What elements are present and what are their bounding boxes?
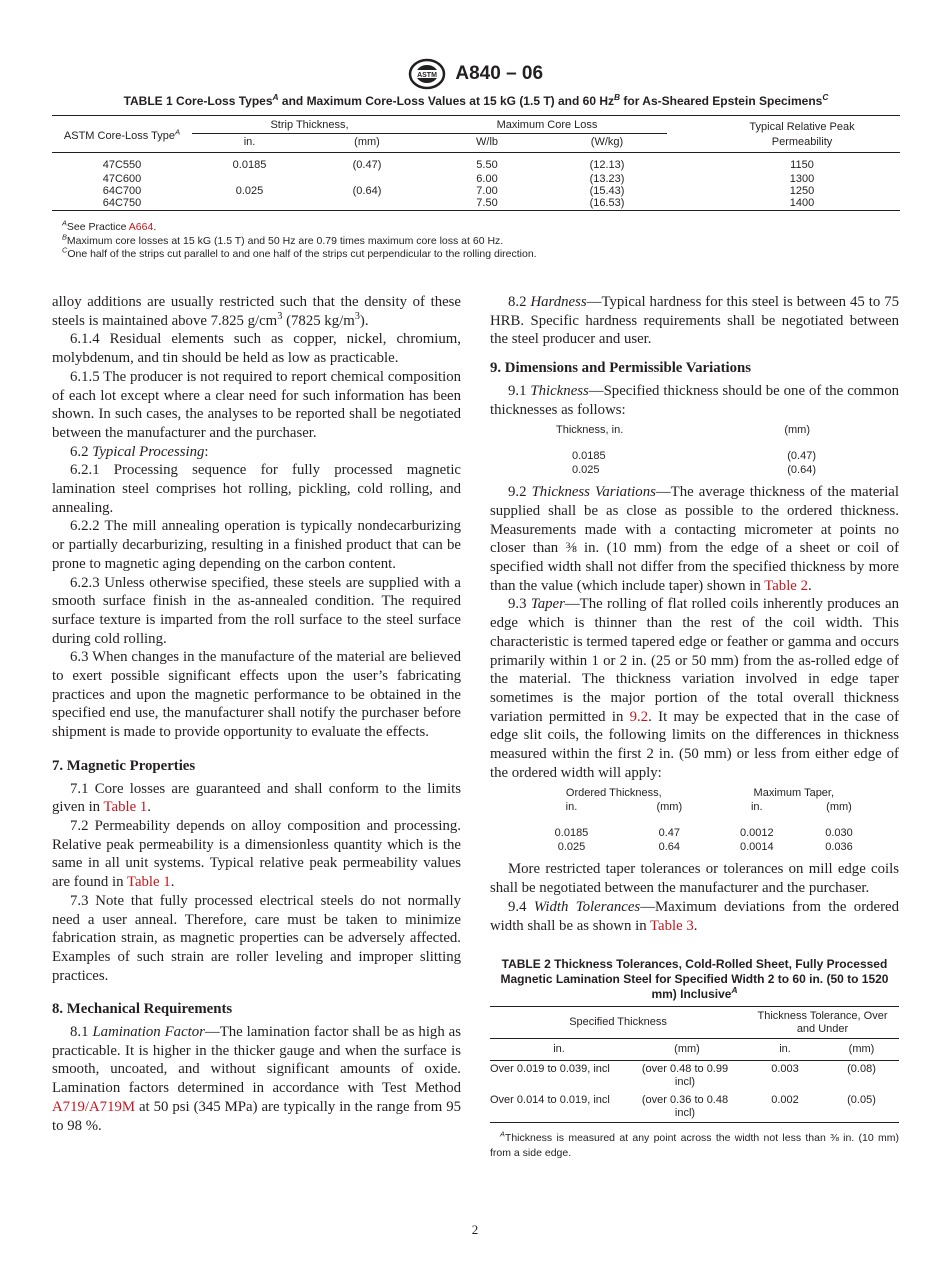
table1-footnote-b: $^B$Maximum core losses at 15 kG (1.5 T) and 50 Hz are 0.79 times maximum core loss at 60 Hz. [62, 232, 504, 247]
table2-title: TABLE 2 Thickness Tolerances, Cold-Rolled Sheet, Fully Processed Magnetic Lamination Steel for Specified Width 2 to 60 in. (50 to 1520 mm) Inclusive$^A$ [500, 957, 889, 1002]
paragraph-6-2-1: 6.2.1 Processing sequence for fully processed magnetic lamination steel comprises hot rolling, pickling, cold rolling, and annealing. [52, 462, 461, 516]
table2-thickness-tolerances: Specified Thickness Thickness Tolerance, Over and Under in. (mm) in. (mm) Over 0.019 to 0.039, incl (over 0.48 to 0.99 incl) 0.003 (0.08) Over 0.014 to 0.019, incl (over 0.36 to 0.48 incl) 0.002 (0.05) [490, 1006, 899, 1123]
table-row: 64C750 7.50 (16.53) 1400 [52, 197, 900, 211]
table-row: 0.0185 0.47 0.0012 0.030 [554, 827, 853, 840]
page-number: 2 [471, 1222, 479, 1237]
link-a719[interactable]: A719/A719M [52, 1098, 136, 1115]
paragraph-9-4: 9.4 Width Tolerances—Maximum deviations from the ordered width shall be as shown in Table 3. [490, 898, 899, 934]
link-section-9-2[interactable]: 9.2 [629, 708, 649, 725]
paragraph-9-1: 9.1 Thickness—Specified thickness should be one of the common thicknesses as follows: [490, 382, 899, 418]
paragraph-9-3: 9.3 Taper—The rolling of flat rolled coils inherently produces an edge which is thinner than the rest of the coil width. This characteristic is termed tapered edge or feather or gamma and occurs primarily within 1 or 2 in. (25 or 50 mm) from the as-rolled edge of the material. The thickness variation involved in edge taper sometimes is the major portion of the total overall thickness variation permitted in 9.2. It may be expected that in the case of edge slit coils, the following limits on the differences in thickness measured within the first 2 in. (50 mm) or less from either edge of the ordered width will apply: [490, 596, 899, 781]
link-table-1[interactable]: Table 1 [126, 874, 171, 891]
paragraph-6-1-4: 6.1.4 Residual elements such as copper, nickel, chromium, molybdenum, and tin should be held as low as practicable. [52, 331, 461, 367]
table1-subheader-wkg: (W/kg) [547, 134, 667, 153]
table2-footnote: $^A$Thickness is measured at any point across the width not less than ⅜ in. (10 mm) from a side edge. [490, 1129, 899, 1159]
paragraph-6-2: 6.2 Typical Processing: [70, 443, 209, 460]
section-7-heading: 7. Magnetic Properties [52, 757, 196, 774]
table-row: 0.025 (0.64) [572, 464, 816, 477]
table1-header-maxloss: Maximum Core Loss [427, 116, 667, 134]
thickness-table: Thickness, in. (mm) 0.0185 (0.47) 0.025 (0.64) [556, 424, 816, 477]
table1-subheader-mm: (mm) [307, 134, 427, 153]
table-row: 0.025 0.64 0.0014 0.036 [557, 841, 853, 854]
table2-header-tol: Thickness Tolerance, Over and Under [746, 1007, 899, 1039]
table1-subheader-wlb: W/lb [427, 134, 547, 153]
table-row: Over 0.014 to 0.019, incl (over 0.36 to 0.48 incl) 0.002 (0.05) [490, 1089, 899, 1123]
section-9-heading: 9. Dimensions and Permissible Variations [490, 360, 752, 377]
table1-footnote-c: $^C$One half of the strips cut parallel to and one half of the strips cut perpendicular to the rolling direction. [62, 245, 537, 260]
table1-subheader-in: in. [192, 134, 307, 153]
table1-footnotes [62, 218, 900, 262]
table1-title: TABLE 1 Core-Loss Types$^A$ and Maximum Core-Loss Values at 15 kG (1.5 T) and 60 $Hz^B$ for As-Sheared Epstein Specimens$^C$ [123, 92, 829, 108]
table1-footnote-a: $^A$See Practice A664. [62, 218, 157, 233]
paragraph-6-3: 6.3 When changes in the manufacture of the material are believed to exert possible significant effects upon the user’s fabricating practices and upon the magnetic performance to be obtained in the specified end use, the manufacturer shall notify the purchaser before shipment is made to provide opportunity to evaluate the effects. [52, 649, 461, 741]
link-table-1[interactable]: Table 1 [103, 799, 148, 816]
link-a664[interactable]: A664 [128, 221, 154, 233]
paragraph-8-1: 8.1 Lamination Factor—The lamination factor shall be as high as practicable. It is higher in the thicker gauge and when the surface is smooth, uncoated, and without significant amounts of oxide. Lamination factors determined in accordance with Test Method A719/A719M at 50 psi (345 MPa) are typically in the range from 95 to 98 %. [52, 1024, 461, 1134]
left-column [52, 293, 461, 1135]
paragraph-6-1-3-cont: alloy additions are usually restricted such that the density of these steels is maintained above 7.825 $g/cm^3$ (7825 $kg/m^3$). [52, 294, 461, 329]
table-row: 64C700 0.025 (0.64) 7.00 (15.43) 1250 [102, 184, 815, 197]
table-row: 47C550 0.0185 (0.47) 5.50 (12.13) 1150 [102, 159, 814, 171]
table1-header-type: ASTM Core-Loss Type$^A$ [52, 116, 192, 153]
table1-core-loss [52, 115, 900, 211]
link-table-2[interactable]: Table 2 [764, 577, 808, 594]
paragraph-8-2: 8.2 Hardness—Typical hardness for this steel is between 45 to 75 HRB. Specific hardness requirements shall be negotiated between the steel producer and user. [490, 294, 899, 348]
paragraph-6-1-5: 6.1.5 The producer is not required to report chemical composition of each lot except where a clear need for such information has been shown. In such cases, the analyses to be reported shall be negotiated between the manufacturer and the purchaser. [52, 368, 461, 441]
document-designation: A840 – 06 [455, 63, 544, 84]
svg-text:ASTM: ASTM [417, 72, 437, 79]
paragraph-7-3: 7.3 Note that fully processed electrical steels do not normally need a user anneal. Therefore, care must be taken to minimize fabrication strain, as magnetic properties can be adversely affected. Examples of such strain are roller leveling and improper slitting practices. [52, 892, 461, 984]
paragraph-7-2: 7.2 Permeability depends on alloy composition and processing. Relative peak permeability is a dimensionless quantity which is the same in all unit systems. Typical relative peak permeability values are found in Table 1. [52, 817, 461, 891]
astm-logo-icon [407, 58, 447, 90]
table-row: 47C600 6.00 (13.23) 1300 [102, 172, 815, 185]
taper-table: Ordered Thickness, Maximum Taper, in. (mm) in. (mm) 0.0185 0.47 0.0012 0.030 0.025 0.64 0.0014 0.036 [516, 786, 876, 854]
paragraph-taper-tolerances: More restricted taper tolerances or tolerances on mill edge coils shall be negotiated between the manufacturer and the purchaser. [490, 861, 899, 897]
paragraph-7-1: 7.1 Core losses are guaranteed and shall conform to the limits given in Table 1. [52, 780, 461, 816]
table2-header-spec: Specified Thickness [490, 1007, 746, 1039]
table-row: 0.0185 (0.47) [572, 450, 816, 463]
page-header [0, 58, 950, 90]
link-table-3[interactable]: Table 3 [650, 917, 694, 934]
paragraph-6-2-2: 6.2.2 The mill annealing operation is typically nondecarburizing or partially decarburizing, resulting in a finished product that can be prone to magnetic aging depending on the carbon content. [52, 518, 461, 572]
right-column [490, 293, 899, 1161]
table-row: Over 0.019 to 0.039, incl (over 0.48 to 0.99 incl) 0.003 (0.08) [490, 1062, 876, 1088]
paragraph-6-2-3: 6.2.3 Unless otherwise specified, these steels are supplied with a smooth surface finish in the as-annealed condition. The required surface texture is imparted from the roll surface to the steel surface during cold rolling. [52, 574, 461, 647]
table1-header-strip: Strip Thickness, [192, 116, 427, 134]
table1-header-permeability: Typical Relative Peak Permeability [704, 116, 900, 153]
section-8-heading: 8. Mechanical Requirements [52, 1001, 233, 1018]
paragraph-9-2: 9.2 Thickness Variations—The average thickness of the material supplied shall be as close as possible to the ordered thickness. Measurements made with a contacting micrometer at points no closer than ⅜ in. (10 mm) from the edge of a sheet or coil of specified width shall not differ from the specified thickness by more than the value (which include taper) shown in Table 2. [490, 484, 899, 594]
